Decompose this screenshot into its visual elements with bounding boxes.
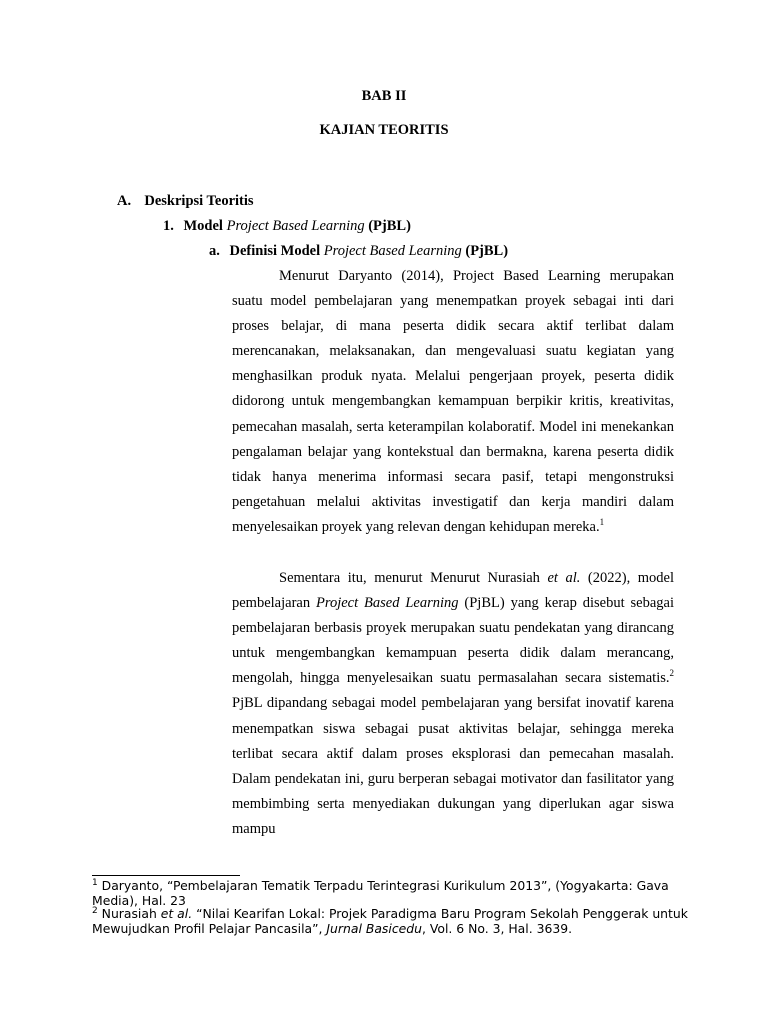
footnote-2-text-after: , Vol. 6 No. 3, Hal. 3639. (421, 920, 573, 936)
paragraph-1-text: Menurut Daryanto (2014), Project Based Learning merupakan suatu model pembelajaran yang menempatkan proyek sebagai inti dari proses belajar, di mana peserta didik secara aktif terlibat dalam merencanakan, melaksanakan, dan mengevaluasi suatu kegiatan yang menghasilkan produk nyata. Melalui pengerjaan proyek, peserta didik didorong untuk mengembangkan kemampuan berpikir kritis, kreativitas, pemecahan masalah, serta keterampilan kolaboratif. Model ini menekankan pengalaman belajar yang kontekstual dan bermakna, karena peserta didik tidak hanya menerima informasi secara pasif, tetapi mengonstruksi pengetahuan melalui aktivitas investigatif dan kerja mandiri dalam menyelesaikan proyek yang relevan dengan kehidupan mereka. (232, 268, 674, 535)
paragraph-daryanto (232, 264, 674, 540)
paragraph-2-part3: (PjBL) yang kerap disebut sebagai pembelajaran berbasis proyek merupakan suatu pendekatan yang dirancang untuk mengembangkan kemampuan peserta didik dalam merancang, mengolah, hingga menyelesaikan suatu permasalahan secara sistematis. (232, 595, 674, 687)
subsection-a-heading (209, 243, 508, 260)
footnote-2 (92, 907, 692, 936)
chapter-number: BAB II (361, 88, 407, 104)
footnote-ref-1[interactable]: 1 (599, 517, 605, 528)
subsection-1-marker: 1. (163, 218, 174, 234)
section-a-heading (117, 193, 254, 210)
subsection-a-title-suffix: (PjBL) (461, 243, 509, 259)
footnote-1-number: 1 (92, 877, 98, 888)
subsection-1-heading (163, 218, 411, 235)
section-a-title: Deskripsi Teoritis (144, 193, 254, 209)
paragraph-nurasiah (232, 566, 674, 842)
section-a-marker: A. (117, 193, 132, 209)
paragraph-2-italic-pjbl: Project Based Learning (315, 595, 459, 612)
footnote-2-text-middle: “Nilai Kearifan Lokal: Projek Paradigma Baru Program Sekolah Penggerak untuk Mewujudkan Profil Pelajar Pancasila”, (92, 906, 688, 936)
subsection-1-title-prefix: Model (183, 218, 227, 234)
subsection-a-title-prefix: Definisi Model (229, 243, 324, 259)
subsection-a-marker: a. (209, 243, 220, 259)
footnote-separator (92, 875, 240, 876)
footnote-2-italic-et-al: et al. (160, 906, 193, 921)
footnote-2-number: 2 (92, 905, 98, 916)
subsection-1-title-italic: Project Based Learning (226, 218, 365, 234)
paragraph-2-part2: (2022), model pembelajaran (232, 570, 674, 612)
paragraph-2-part1: Sementara itu, menurut Menurut Nurasiah (279, 570, 548, 586)
footnote-2-text-before: Nurasiah (97, 906, 161, 921)
footnote-2-italic-journal: Jurnal Basicedu (326, 920, 422, 936)
paragraph-2-part4: PjBL dipandang sebagai model pembelajaran yang bersifat inovatif karena menempatkan siswa sebagai pusat aktivitas belajar, sehingga mereka terlibat secara aktif dalam proses eksplorasi dan pemecahan masalah. Dalam pendekatan ini, guru berperan sebagai motivator dan fasilitator yang membimbing serta menyediakan dukungan yang diperlukan agar siswa mampu (232, 695, 674, 837)
chapter-title: KAJIAN TEORITIS (319, 122, 449, 138)
footnote-1 (92, 879, 692, 908)
subsection-1-title-suffix: (PjBL) (364, 218, 411, 234)
footnote-ref-2[interactable]: 2 (669, 668, 674, 679)
footnote-1-text: Daryanto, “Pembelajaran Tematik Terpadu Terintegrasi Kurikulum 2013”, (Yogyakarta: Gava Media), Hal. 23 (92, 878, 669, 908)
subsection-a-title-italic: Project Based Learning (323, 243, 462, 259)
paragraph-2-italic-et-al: et al. (547, 570, 581, 586)
